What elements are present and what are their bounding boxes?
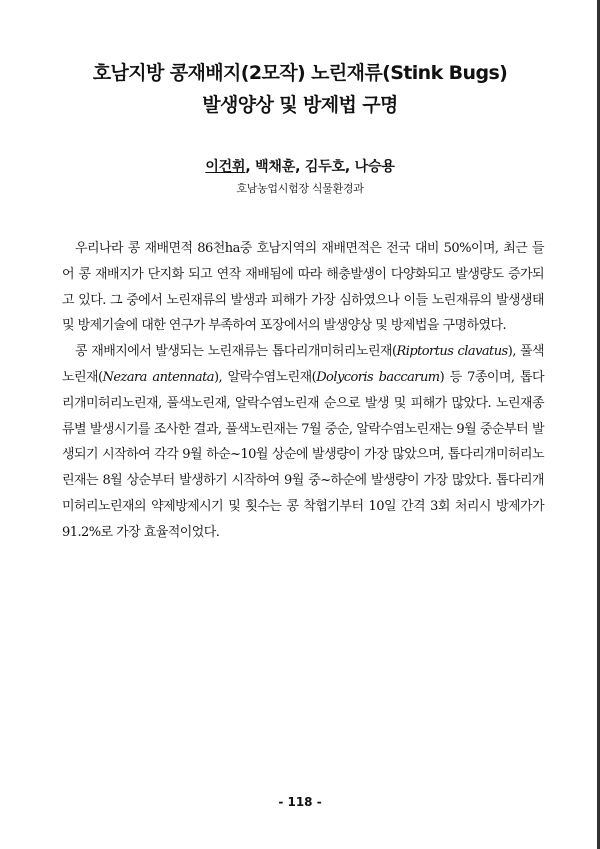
author-separator: , [344,159,355,175]
author-1: 이건휘 [205,159,246,175]
author-list [0,156,600,176]
species-name-riptortus: Riptortus clavatus [396,344,508,360]
author-separator: , [295,159,305,175]
affiliation: 호남농업시험장 식물환경과 [236,182,364,195]
author-separator: , [245,159,256,175]
paragraph-text: 콩 재배지에서 발생되는 노린재류는 톱다리개미허리노린재( [75,344,397,360]
author-3: 김두호 [304,159,345,175]
paragraph-text: ), 풀색노린재( [62,344,544,385]
title-line-2: 발생양상 및 방제법 구명 [202,94,398,116]
paragraph-text: ), 알락수염노린재( [213,369,317,385]
paragraph-text: ) 등 7종이며, 톱다리개미허리노린재, 풀색노린재, 알락수염노린재 순으로 발생 및 피해가 많았다. 노린재종류별 발생시기를 조사한 결과, 풀색노린재는 7월 중순, 알락수염노린재는 9월 중순부터 발생되기 시작하여 각각 9월 하순~10월 상순에 발생량이 가장 많았으며, 톱다리개미허리노린재는 8월 상순부터 발생하기 시작하여 9월 중~하순에 발생량이 가장 많았다. 톱다리개미허리노린재의 약제방제시기 및 횟수는 콩 착협기부터 10일 간격 3회 처리시 방제가가91.2%로 가장 효율적이었다. [62,369,545,540]
abstract-paragraph-1: 우리나라 콩 재배면적 86천ha중 호남지역의 재배면적은 전국 대비 50%이며, 최근 들어 콩 재배지가 단지화 되고 연작 재배됨에 따라 해충발생이 다양화되고 발생량도 증가되고 있다. 그 중에서 노린재류의 발생과 피해가 가장 심하였으나 이들 노린재류의 발생생태 및 방제기술에 대한 연구가 부족하여 포장에서의 발생양상 및 방제법을 구명하였다. [62,241,544,334]
abstract-body [62,236,544,546]
abstract-paragraph-2 [62,339,544,545]
species-name-dolycoris: Dolycoris baccarum [316,369,440,385]
author-2: 백채훈 [255,159,296,175]
page-number: - 118 - [278,795,322,809]
title-line-1: 호남지방 콩재배지(2모작) 노린재류(Stink Bugs) [92,62,508,84]
species-name-nezara: Nezara antennata [102,369,214,385]
author-4: 나승용 [354,159,395,175]
